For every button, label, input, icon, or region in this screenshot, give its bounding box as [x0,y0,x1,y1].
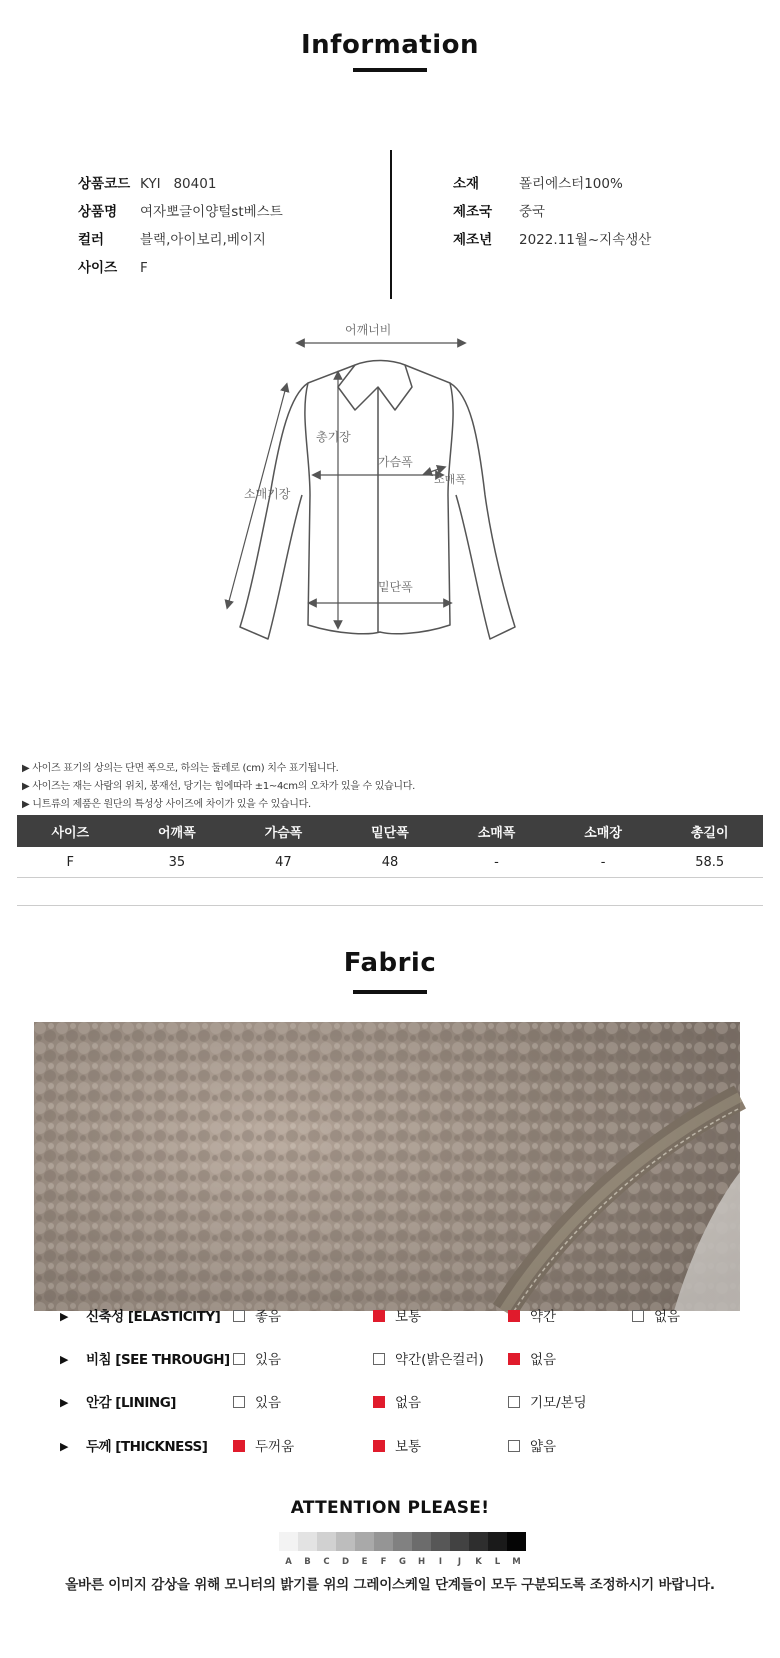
info-value: F [140,260,148,276]
checked-box-icon [233,1440,245,1452]
fabric-option [508,1437,556,1457]
info-row [78,256,148,276]
size-table-cell: F [17,847,124,878]
fabric-title: Fabric [343,948,437,978]
attention-title: ATTENTION PLEASE! [290,1498,490,1518]
fabric-row [60,1393,760,1413]
info-key: 소재 [453,176,480,192]
fabric-option [233,1350,281,1370]
grayscale-swatch [393,1532,412,1551]
info-key: 제조국 [453,204,493,220]
fabric-option-label: 좋음 [255,1309,282,1325]
fabric-option-label: 보통 [395,1439,422,1455]
fabric-option-label: 기모/본딩 [530,1395,587,1411]
grayscale-swatch [279,1532,298,1551]
fabric-option [233,1307,281,1327]
unchecked-box-icon [233,1396,245,1408]
fabric-row-label: 안감 [LINING] [86,1395,176,1411]
size-table-cell: 58.5 [656,847,763,878]
grayscale-letter: E [361,1557,368,1567]
fabric-option-label: 약간 [530,1309,557,1325]
grayscale-swatch [507,1532,526,1551]
info-row [453,172,623,192]
grayscale-letter: G [399,1557,406,1567]
fabric-row [60,1437,760,1457]
size-notes [22,760,415,814]
information-title-underline [353,68,427,72]
section-divider [17,905,763,906]
bullet-triangle-icon: ▶ [60,1310,69,1323]
size-table-header [17,815,763,847]
grayscale-swatch [412,1532,431,1551]
fabric-option [632,1307,680,1327]
fabric-row [60,1350,760,1370]
fabric-option [508,1393,587,1413]
grayscale-letter: M [512,1557,521,1567]
fabric-title-underline [353,990,427,994]
sleeve-width-label: 소매폭 [434,473,466,486]
size-table-header-cell: 밑단폭 [337,815,444,847]
info-value: 폴리에스터100% [519,176,623,192]
checked-box-icon [373,1440,385,1452]
size-table-cell: - [443,847,550,878]
size-table-header-cell: 가슴폭 [230,815,337,847]
bullet-triangle-icon: ▶ [60,1396,69,1409]
fabric-option [508,1350,556,1370]
checked-box-icon [508,1310,520,1322]
size-table-header-cell: 총길이 [656,815,763,847]
info-value: 여자뽀글이양털st베스트 [140,204,283,220]
shoulder-label: 어깨너비 [345,323,392,337]
grayscale-letter: A [285,1557,292,1567]
fabric-option-label: 두꺼움 [255,1439,295,1455]
size-table-cell: 47 [230,847,337,878]
size-table-header-cell: 소매장 [550,815,657,847]
size-table-cell: 35 [124,847,231,878]
checked-box-icon [508,1353,520,1365]
fabric-option-label: 보통 [395,1309,422,1325]
size-table-header-cell: 사이즈 [17,815,124,847]
grayscale-swatch [431,1532,450,1551]
size-table-header-cell: 소매폭 [443,815,550,847]
fabric-option-label: 약간(밝은컬러) [395,1352,484,1368]
grayscale-swatch [488,1532,507,1551]
grayscale-letter: B [304,1557,311,1567]
sleeve-length-label: 소매기장 [244,487,291,501]
info-key: 컬러 [78,232,105,248]
right-sleeve-outline [450,383,515,639]
unchecked-box-icon [632,1310,644,1322]
unchecked-box-icon [233,1310,245,1322]
unchecked-box-icon [233,1353,245,1365]
fabric-option [233,1437,294,1457]
checked-box-icon [373,1310,385,1322]
fabric-option [233,1393,281,1413]
size-table-header-cell: 어깨폭 [124,815,231,847]
information-title: Information [300,30,480,60]
info-key: 제조년 [453,232,493,248]
fabric-row-label: 신축성 [ELASTICITY] [86,1309,221,1325]
unchecked-box-icon [373,1353,385,1365]
fabric-option-label: 없음 [654,1309,681,1325]
fabric-option [373,1350,484,1370]
hem-label: 밑단폭 [378,580,413,594]
checked-box-icon [373,1396,385,1408]
fabric-option-label: 있음 [255,1352,282,1368]
grayscale-letter: I [438,1557,443,1567]
unchecked-box-icon [508,1396,520,1408]
grayscale-swatch [298,1532,317,1551]
size-table-cell: 48 [337,847,444,878]
info-value: 블랙,아이보리,베이지 [140,232,266,248]
fabric-option [373,1307,421,1327]
grayscale-letter: D [341,1557,350,1567]
info-row [78,172,216,192]
grayscale-swatch [374,1532,393,1551]
fabric-option-label: 없음 [530,1352,557,1368]
fabric-option [508,1307,556,1327]
grayscale-letter: L [494,1557,501,1567]
size-table [17,815,763,878]
grayscale-swatch [450,1532,469,1551]
size-measurement-diagram [220,323,540,665]
grayscale-swatch [469,1532,488,1551]
table-row [17,847,763,878]
fabric-option-label: 없음 [395,1395,422,1411]
grayscale-letter: K [475,1557,482,1567]
grayscale-letter: C [323,1557,330,1567]
fabric-option-label: 얇음 [530,1439,557,1455]
size-note: ▶ 니트류의 제품은 원단의 특성상 사이즈에 차이가 있을 수 있습니다. [22,799,311,810]
info-value: 중국 [519,204,546,220]
fabric-row-label: 비침 [SEE THROUGH] [86,1352,230,1368]
grayscale-letter: J [457,1557,462,1567]
grayscale-letter: F [380,1557,387,1567]
info-value: 2022.11월~지속생산 [519,232,652,248]
grayscale-letter: H [417,1557,426,1567]
monitor-brightness-note: 올바른 이미지 감상을 위해 모니터의 밝기를 위의 그레이스케일 단계들이 모두 구분되도록 조정하시기 바랍니다. [65,1577,715,1593]
size-table-cell: - [550,847,657,878]
fabric-closeup-image [34,1022,740,1311]
info-key: 사이즈 [78,260,118,276]
fabric-option [373,1393,421,1413]
bullet-triangle-icon: ▶ [60,1440,69,1453]
fabric-row [60,1307,760,1327]
chest-label: 가슴폭 [378,455,413,469]
info-value: KYI 80401 [140,176,217,192]
fabric-row-label: 두께 [THICKNESS] [86,1439,208,1455]
info-row [78,228,266,248]
size-note: ▶ 사이즈 표기의 상의는 단면 폭으로, 하의는 둘레로 (cm) 치수 표기됩니다. [22,763,339,774]
size-note: ▶ 사이즈는 재는 사람의 위치, 봉재선, 당기는 힘에따라 ±1~4cm의 오차가 있을 수 있습니다. [22,781,416,792]
info-divider [390,150,392,299]
bullet-triangle-icon: ▶ [60,1353,69,1366]
info-key: 상품코드 [78,176,131,192]
info-row [78,200,283,220]
unchecked-box-icon [508,1440,520,1452]
grayscale-swatch [317,1532,336,1551]
grayscale-swatch [336,1532,355,1551]
info-row [453,228,651,248]
left-sleeve-outline [240,383,308,639]
grayscale-swatch [355,1532,374,1551]
fabric-option [373,1437,421,1457]
fabric-option-label: 있음 [255,1395,282,1411]
info-row [453,200,545,220]
total-length-label: 총기장 [316,430,351,444]
info-key: 상품명 [78,204,118,220]
